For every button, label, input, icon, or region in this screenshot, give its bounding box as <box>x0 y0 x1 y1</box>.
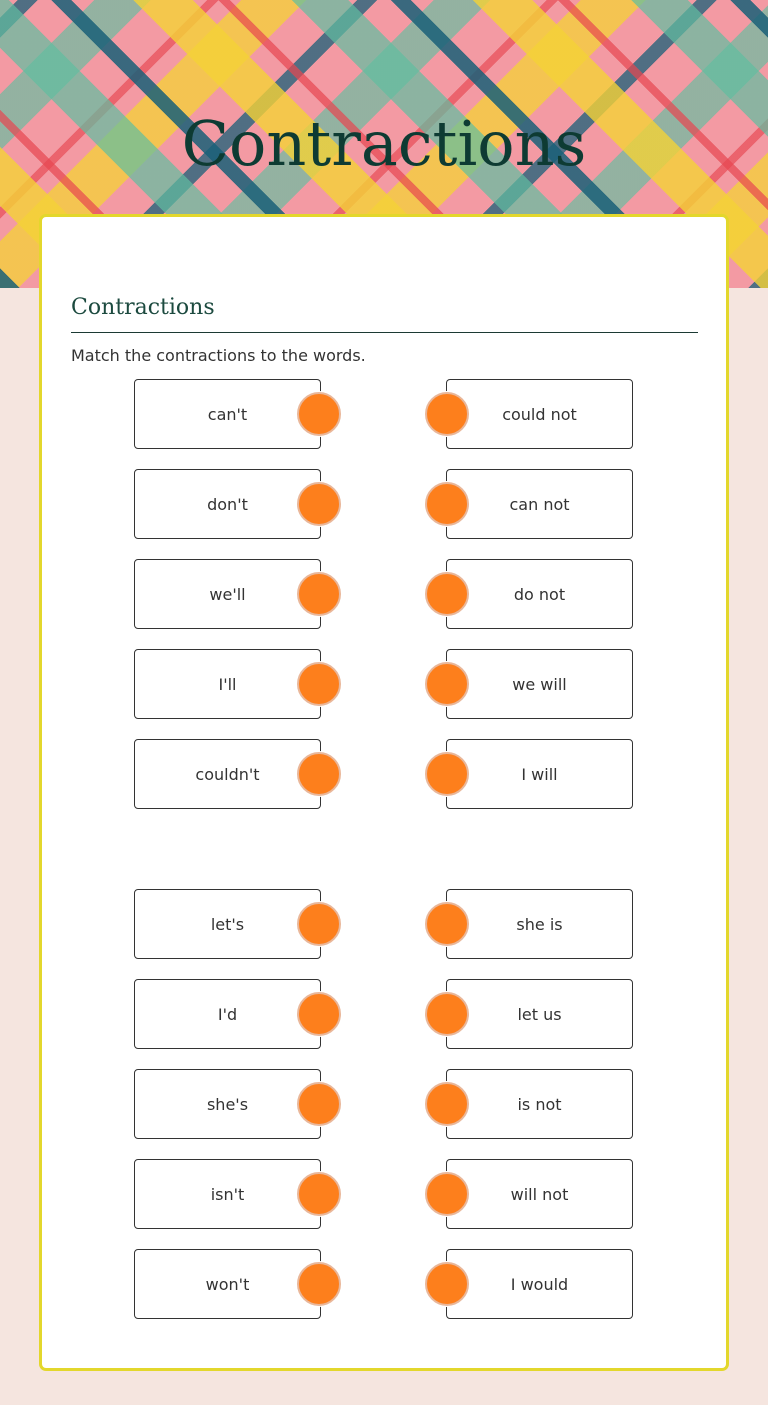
word-label: can not <box>509 494 570 514</box>
word-label: is not <box>517 1094 562 1114</box>
word-box[interactable] <box>446 469 633 539</box>
word-box[interactable] <box>446 739 633 809</box>
word-label: will not <box>510 1184 569 1204</box>
word-label: we will <box>512 674 567 694</box>
contraction-box[interactable] <box>134 379 321 449</box>
left-connector-dot[interactable] <box>297 752 341 796</box>
section-divider <box>71 332 698 333</box>
left-connector-dot[interactable] <box>297 902 341 946</box>
contraction-box[interactable] <box>134 739 321 809</box>
word-box[interactable] <box>446 559 633 629</box>
word-label: could not <box>502 404 577 424</box>
word-label: I would <box>510 1274 569 1294</box>
contraction-label: I'll <box>218 674 237 694</box>
right-connector-dot[interactable] <box>425 992 469 1036</box>
left-connector-dot[interactable] <box>297 392 341 436</box>
word-label: she is <box>516 914 563 934</box>
contraction-label: let's <box>210 914 245 934</box>
word-label: do not <box>513 584 566 604</box>
right-connector-dot[interactable] <box>425 392 469 436</box>
left-connector-dot[interactable] <box>297 1262 341 1306</box>
word-box[interactable] <box>446 1069 633 1139</box>
contraction-box[interactable] <box>134 1069 321 1139</box>
word-label: I will <box>521 764 558 784</box>
word-box[interactable] <box>446 979 633 1049</box>
word-label: let us <box>517 1004 562 1024</box>
left-connector-dot[interactable] <box>297 992 341 1036</box>
contraction-label: don't <box>207 494 248 514</box>
worksheet-card <box>39 214 729 1371</box>
left-connector-dot[interactable] <box>297 1172 341 1216</box>
word-box[interactable] <box>446 889 633 959</box>
section-heading: Contractions <box>71 295 215 320</box>
contraction-label: isn't <box>210 1184 245 1204</box>
contraction-box[interactable] <box>134 889 321 959</box>
left-connector-dot[interactable] <box>297 482 341 526</box>
right-connector-dot[interactable] <box>425 1082 469 1126</box>
contraction-box[interactable] <box>134 1159 321 1229</box>
page-title: Contractions <box>181 107 587 180</box>
contraction-label: she's <box>206 1094 249 1114</box>
contraction-box[interactable] <box>134 1249 321 1319</box>
contraction-box[interactable] <box>134 469 321 539</box>
right-connector-dot[interactable] <box>425 1262 469 1306</box>
contraction-label: I'd <box>217 1004 238 1024</box>
right-connector-dot[interactable] <box>425 662 469 706</box>
contraction-label: won't <box>205 1274 250 1294</box>
left-connector-dot[interactable] <box>297 662 341 706</box>
contraction-box[interactable] <box>134 979 321 1049</box>
word-box[interactable] <box>446 379 633 449</box>
word-box[interactable] <box>446 1249 633 1319</box>
contraction-label: we'll <box>209 584 246 604</box>
right-connector-dot[interactable] <box>425 902 469 946</box>
right-connector-dot[interactable] <box>425 1172 469 1216</box>
word-box[interactable] <box>446 1159 633 1229</box>
left-connector-dot[interactable] <box>297 1082 341 1126</box>
contraction-label: couldn't <box>195 764 260 784</box>
right-connector-dot[interactable] <box>425 752 469 796</box>
contraction-box[interactable] <box>134 559 321 629</box>
contraction-box[interactable] <box>134 649 321 719</box>
contraction-label: can't <box>207 404 248 424</box>
right-connector-dot[interactable] <box>425 482 469 526</box>
instructions-text: Match the contractions to the words. <box>71 346 366 365</box>
right-connector-dot[interactable] <box>425 572 469 616</box>
left-connector-dot[interactable] <box>297 572 341 616</box>
word-box[interactable] <box>446 649 633 719</box>
